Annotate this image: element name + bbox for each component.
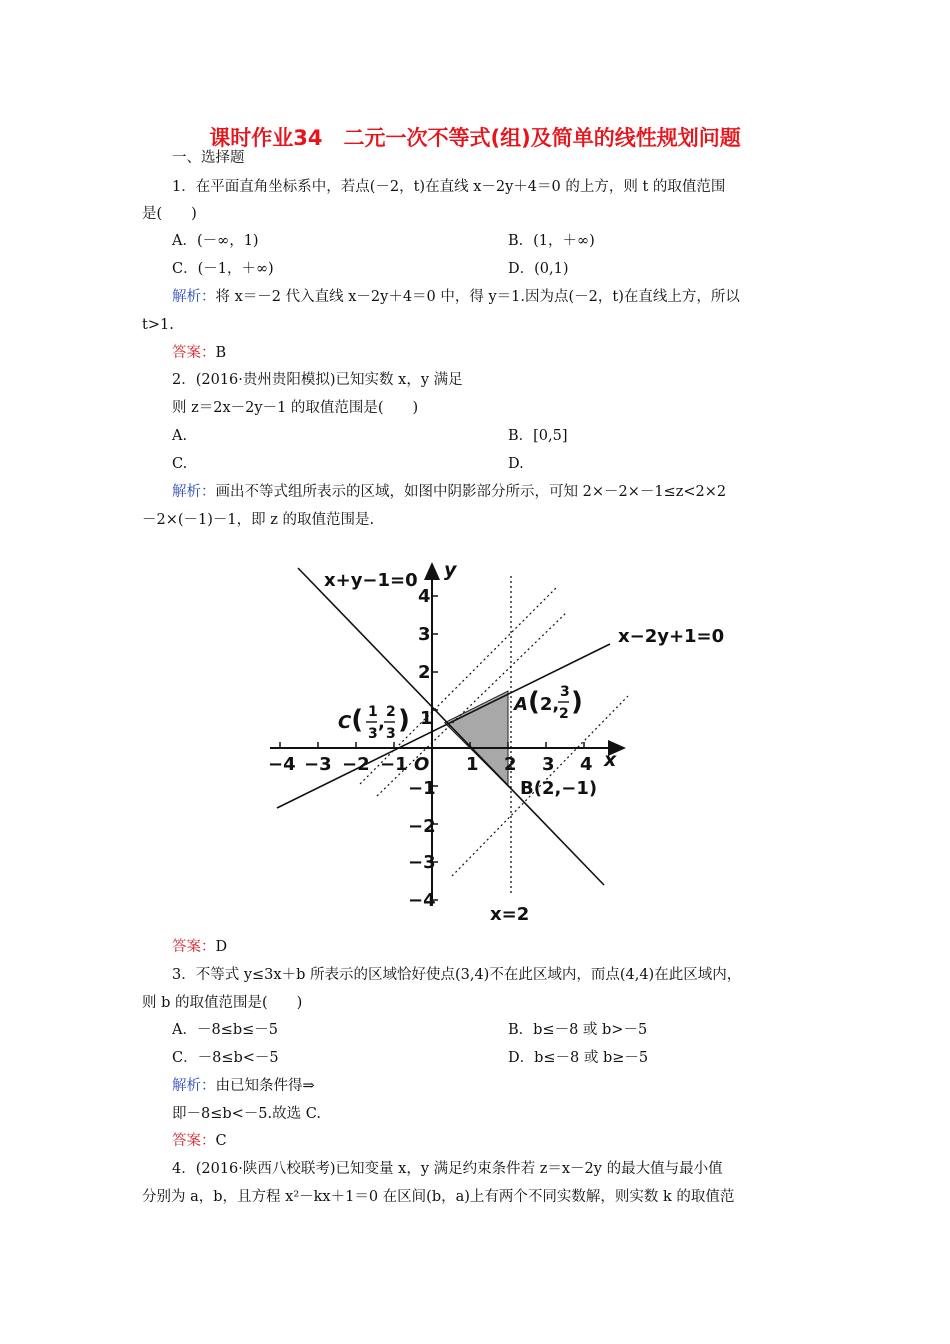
q2-option-d: D. bbox=[508, 456, 524, 472]
q2-explanation-line1 bbox=[172, 482, 726, 502]
q2-option-b: B．[0,5] bbox=[508, 428, 568, 444]
point-b-label: B(2,−1) bbox=[520, 778, 598, 799]
x-tick-label: −3 bbox=[304, 754, 332, 775]
q3-option-c: C．－8≤b<－5 bbox=[172, 1050, 279, 1066]
answer-value: C bbox=[215, 1133, 227, 1149]
answer-value: D bbox=[215, 939, 228, 955]
q3-stem-line2: 则 b 的取值范围是( ) bbox=[142, 995, 303, 1011]
explanation-label: 解析： bbox=[172, 484, 216, 500]
q1-stem-line2: 是( ) bbox=[142, 206, 197, 222]
x-tick-label: −4 bbox=[268, 754, 296, 775]
answer-value: B bbox=[215, 345, 227, 361]
q1-stem-line1: 1．在平面直角坐标系中，若点(－2，t)在直线 x－2y＋4＝0 的上方，则 t 的取值范围 bbox=[172, 179, 726, 195]
q3-answer bbox=[172, 1131, 227, 1151]
y-axis-label: y bbox=[444, 559, 457, 581]
y-tick-label: −2 bbox=[408, 816, 436, 837]
explanation-text: 由已知条件得⇒ bbox=[215, 1078, 315, 1094]
y-tick-label: 2 bbox=[418, 662, 431, 683]
q2-option-c: C. bbox=[172, 456, 188, 472]
q3-explanation-line1 bbox=[172, 1076, 315, 1096]
line2-label: x−2y+1=0 bbox=[618, 626, 725, 647]
answer-label: 答案： bbox=[172, 345, 216, 361]
point-a-label: A(2,3 2) bbox=[514, 684, 583, 722]
q1-option-d: D．(0,1) bbox=[508, 261, 569, 277]
x-tick-label: 2 bbox=[504, 754, 517, 775]
page-title: 课时作业34 二元一次不等式(组)及简单的线性规划问题 bbox=[209, 126, 741, 150]
q3-option-d: D．b≤－8 或 b≥－5 bbox=[508, 1050, 649, 1066]
x-tick-label: 1 bbox=[466, 754, 479, 775]
explanation-text: 画出不等式组所表示的区域，如图中阴影部分所示，可知 2×－2×－1≤z<2×2 bbox=[215, 484, 727, 500]
q3-stem-line1: 3．不等式 y≤3x＋b 所表示的区域恰好使点(3,4)不在此区域内，而点(4,4)在此区域内， bbox=[172, 967, 742, 983]
explanation-label: 解析： bbox=[172, 289, 216, 305]
y-tick-label: 4 bbox=[418, 586, 431, 607]
q3-option-a: A．－8≤b≤－5 bbox=[172, 1022, 279, 1038]
q1-explanation-line1 bbox=[172, 287, 740, 307]
q3-explanation-line2: 即－8≤b<－5.故选 C. bbox=[172, 1106, 321, 1122]
q2-answer bbox=[172, 937, 227, 957]
q1-explanation-line2: t>1. bbox=[142, 317, 174, 333]
q2-option-a: A. bbox=[172, 428, 188, 444]
q2-stem-line1: 2．(2016·贵州贵阳模拟)已知实数 x，y 满足 bbox=[172, 372, 463, 388]
feasible-region-graph bbox=[262, 556, 732, 926]
x-tick-label: −1 bbox=[380, 754, 408, 775]
y-tick-label: −4 bbox=[408, 890, 436, 911]
origin-label: O bbox=[414, 754, 430, 775]
q4-stem-line2: 分别为 a，b，且方程 x²－kx＋1＝0 在区间(b，a)上有两个不同实数解，则实数 k 的取值范 bbox=[142, 1189, 735, 1205]
x-tick-label: 4 bbox=[580, 754, 593, 775]
x-axis-label: x bbox=[604, 749, 617, 771]
explanation-text: 将 x＝－2 代入直线 x－2y＋4＝0 中，得 y＝1.因为点(－2，t)在直线上方，所以 bbox=[215, 289, 740, 305]
answer-label: 答案： bbox=[172, 1133, 216, 1149]
y-tick-label: −1 bbox=[408, 778, 436, 799]
q1-option-a: A．(－∞，1) bbox=[172, 233, 259, 249]
point-c-label: C( 1 3,2 3) bbox=[338, 704, 410, 742]
x-tick-label: 3 bbox=[542, 754, 555, 775]
q4-stem-line1: 4．(2016·陕西八校联考)已知变量 x，y 满足约束条件若 z＝x－2y 的最大值与最小值 bbox=[172, 1161, 723, 1177]
q1-option-b: B．(1，＋∞) bbox=[508, 233, 595, 249]
y-tick-label: 3 bbox=[418, 624, 431, 645]
explanation-label: 解析： bbox=[172, 1078, 216, 1094]
q2-explanation-line2: －2×(－1)－1，即 z 的取值范围是. bbox=[142, 512, 375, 528]
answer-label: 答案： bbox=[172, 939, 216, 955]
q2-stem-line2: 则 z＝2x－2y－1 的取值范围是( ) bbox=[172, 400, 419, 416]
section-heading: 一、选择题 bbox=[172, 150, 245, 166]
q1-option-c: C．(－1，＋∞) bbox=[172, 261, 274, 277]
q3-option-b: B．b≤－8 或 b>－5 bbox=[508, 1022, 648, 1038]
y-tick-label: 1 bbox=[420, 708, 433, 729]
y-tick-label: −3 bbox=[408, 852, 436, 873]
x-tick-label: −2 bbox=[342, 754, 370, 775]
line3-label: x=2 bbox=[490, 904, 530, 925]
q1-answer bbox=[172, 343, 226, 363]
line1-label: x+y−1=0 bbox=[324, 570, 418, 591]
